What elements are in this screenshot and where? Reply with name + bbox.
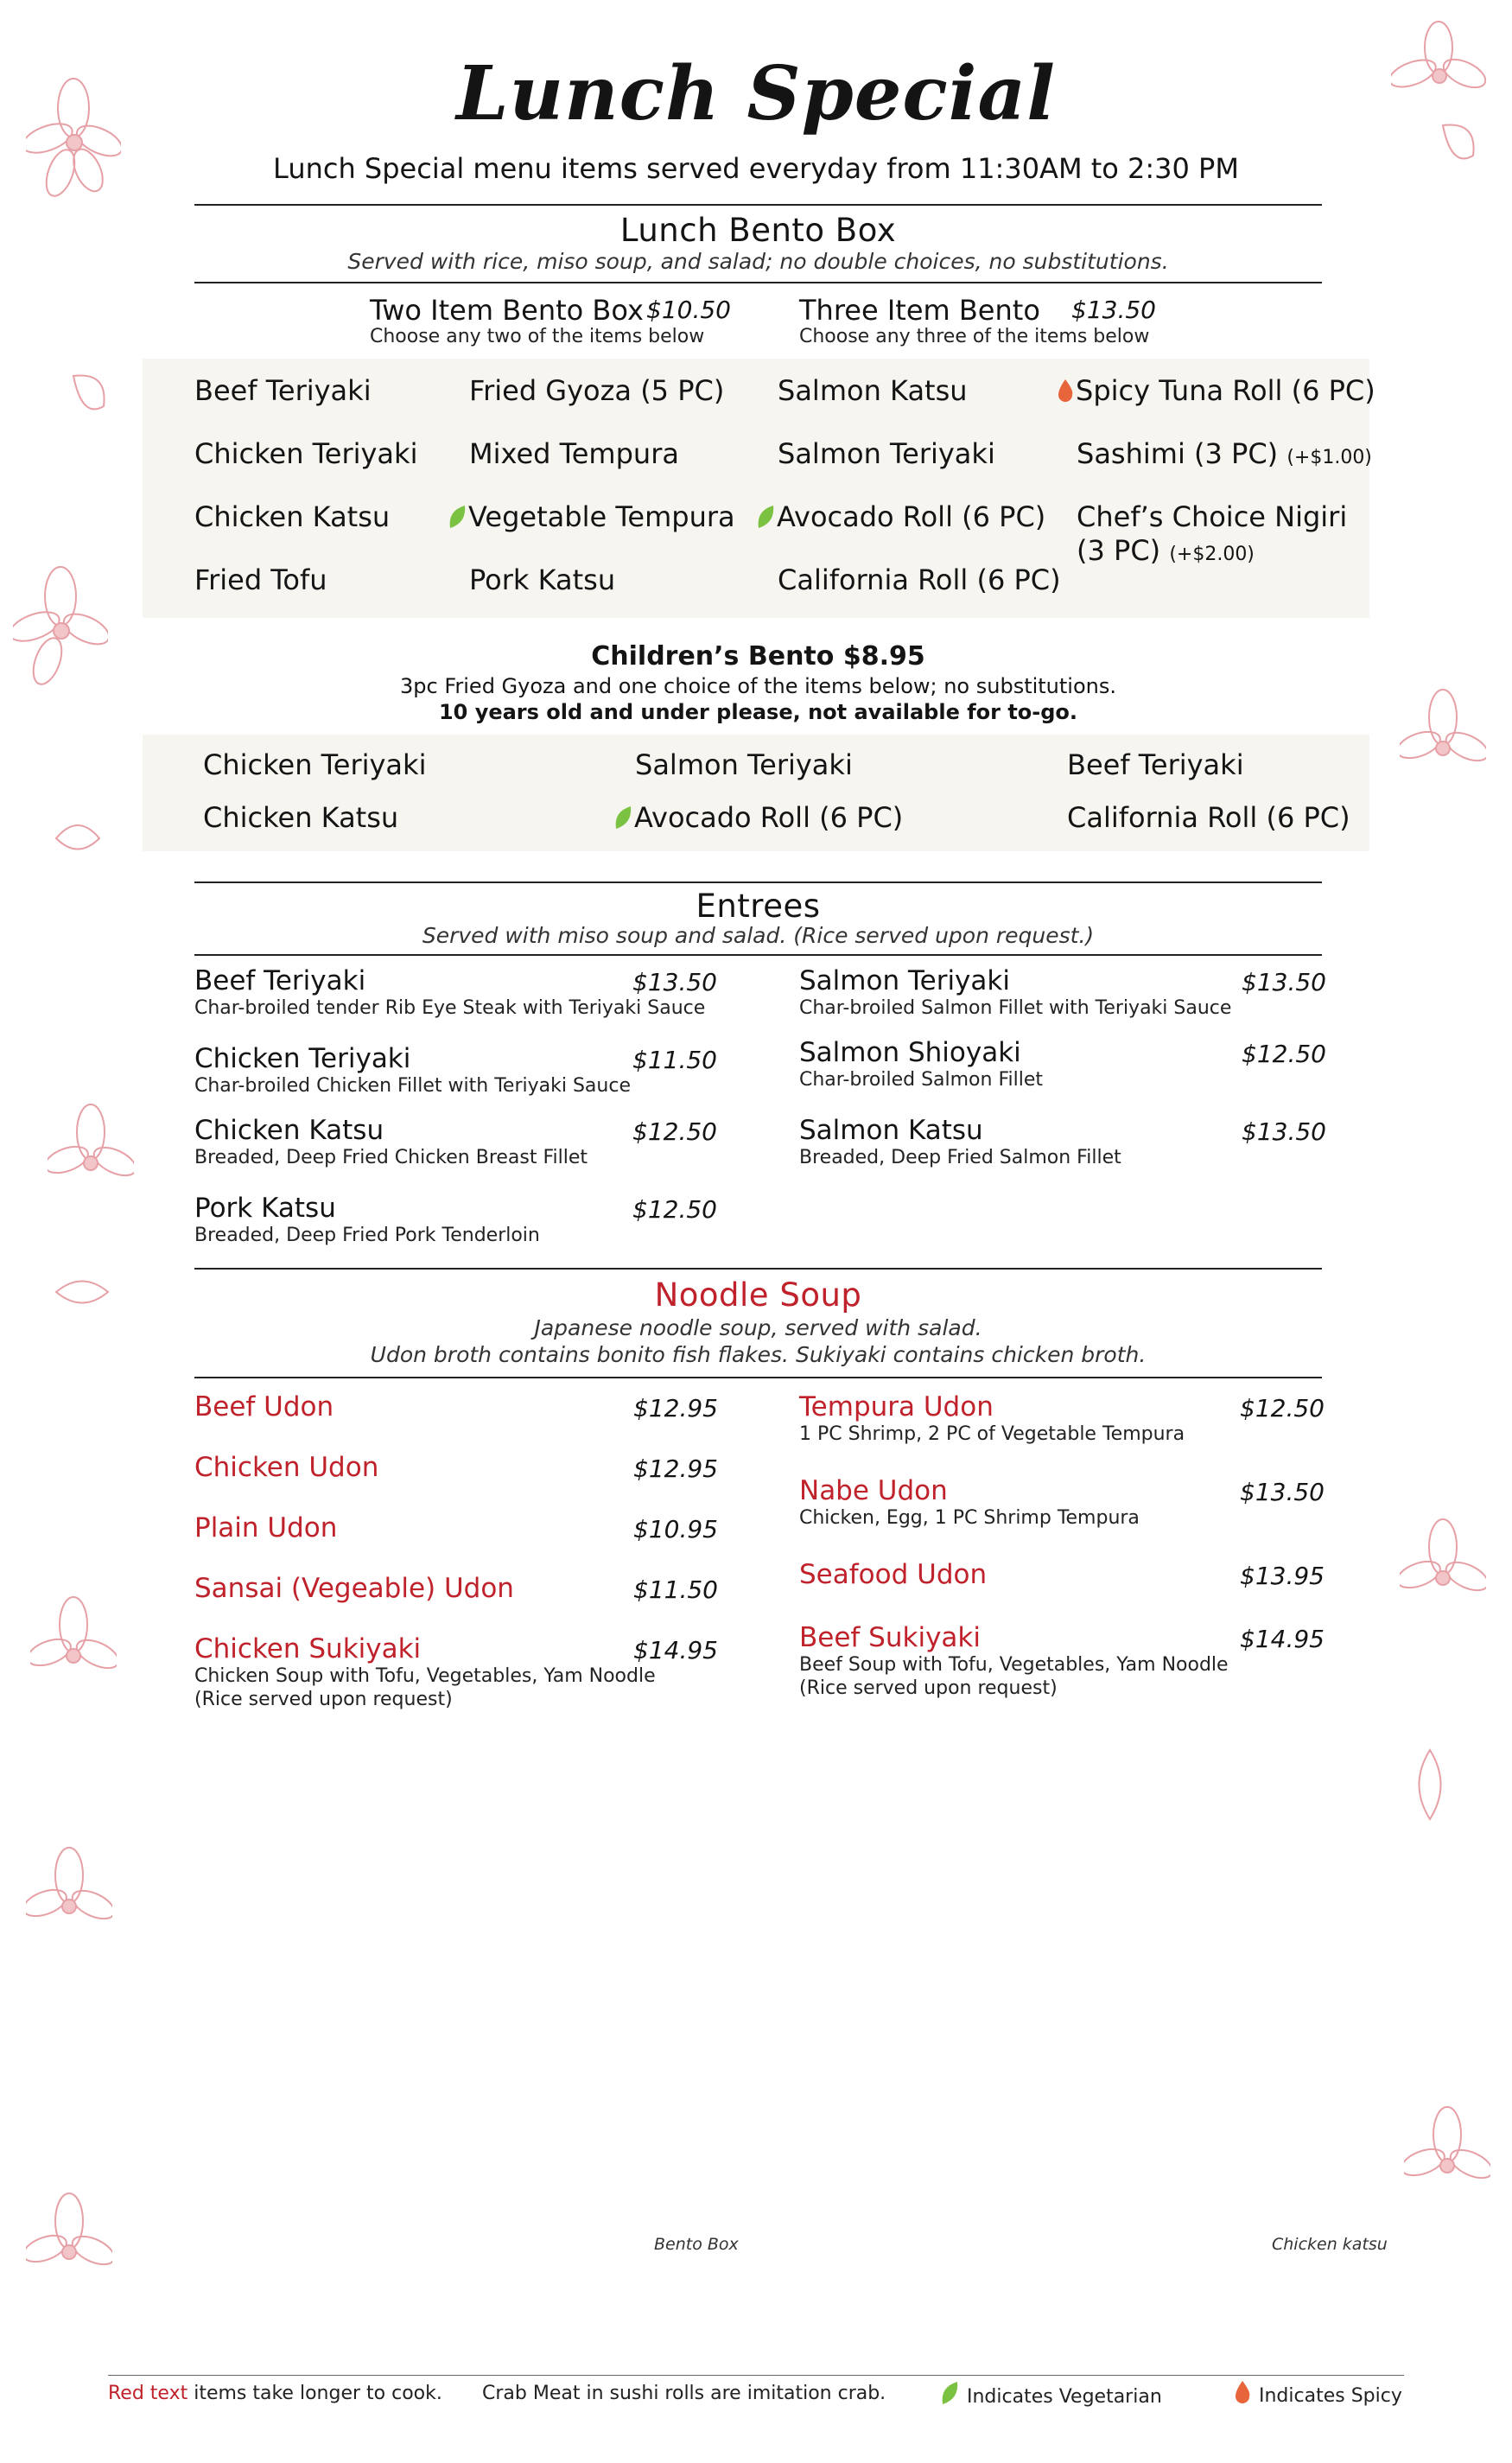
children-item: Beef Teriyaki	[1067, 748, 1244, 781]
entree-desc: Breaded, Deep Fried Pork Tenderloin	[194, 1225, 540, 1246]
children-item: Salmon Teriyaki	[635, 748, 853, 781]
entree-price: $12.50	[632, 1195, 717, 1224]
noodle-price: $11.50	[633, 1575, 718, 1604]
noodle-price: $12.95	[633, 1454, 718, 1483]
children-bento-line1: 3pc Fried Gyoza and one choice of the items below; no substitutions.	[400, 674, 1116, 698]
entree-desc: Char-broiled Salmon Fillet	[799, 1069, 1044, 1091]
caption-bento-box: Bento Box	[654, 2235, 739, 2254]
petal-icon	[52, 1270, 112, 1314]
page-title: Lunch Special	[456, 50, 1056, 137]
entree-price: $12.50	[632, 1117, 717, 1146]
bento-item-vegetarian: Avocado Roll (6 PC)	[756, 500, 1045, 533]
footer-divider	[108, 2375, 1404, 2376]
noodle-price: $14.95	[1240, 1625, 1325, 1653]
noodle-price: $14.95	[633, 1636, 718, 1664]
bento-item: Mixed Tempura	[469, 437, 679, 470]
noodle-name: Tempura Udon	[799, 1391, 994, 1422]
bento-item: Chicken Teriyaki	[194, 437, 418, 470]
bento-item: Salmon Katsu	[778, 374, 968, 407]
upcharge: (+$1.00)	[1286, 447, 1372, 468]
leaf-icon	[756, 504, 775, 530]
entree-desc: Char-broiled Salmon Fillet with Teriyaki Sauce	[799, 997, 1232, 1019]
three-item-bento-name: Three Item Bento	[799, 294, 1040, 327]
footer-red-note: Red text items take longer to cook.	[108, 2383, 442, 2404]
bento-item: Fried Tofu	[194, 563, 327, 596]
orchid-icon	[1400, 1512, 1486, 1633]
bento-item: California Roll (6 PC)	[778, 563, 1061, 596]
noodle-subtitle-1: Japanese noodle soup, served with salad.	[534, 1315, 982, 1340]
orchid-icon	[30, 1590, 117, 1711]
hours-text: Lunch Special menu items served everyday from 11:30AM to 2:30 PM	[273, 152, 1239, 185]
bento-item-vegetarian: Vegetable Tempura	[448, 500, 735, 533]
orchid-icon	[26, 1841, 112, 1962]
entree-price: $13.50	[632, 968, 717, 996]
bento-item-spicy: Spicy Tuna Roll (6 PC)	[1057, 374, 1375, 407]
noodle-desc: 1 PC Shrimp, 2 PC of Vegetable Tempura	[799, 1423, 1185, 1445]
bento-item: Chef’s Choice Nigiri	[1077, 500, 1348, 533]
children-item: Chicken Teriyaki	[203, 748, 427, 781]
bento-subtitle: Served with rice, miso soup, and salad; no double choices, no substitutions.	[347, 249, 1169, 274]
noodle-price: $12.95	[633, 1394, 718, 1422]
entree-name: Salmon Teriyaki	[799, 965, 1010, 996]
petal-icon	[1404, 1746, 1456, 1823]
entree-desc: Breaded, Deep Fried Salmon Fillet	[799, 1147, 1121, 1168]
divider	[194, 881, 1322, 883]
noodle-name: Beef Udon	[194, 1391, 334, 1422]
orchid-icon	[1400, 683, 1486, 804]
two-item-bento-name: Two Item Bento Box	[370, 294, 644, 327]
footer-crab-note: Crab Meat in sushi rolls are imitation crab.	[482, 2383, 886, 2404]
footer-spicy-legend: Indicates Spicy	[1234, 2380, 1402, 2407]
entree-name: Salmon Katsu	[799, 1115, 983, 1146]
children-item: California Roll (6 PC)	[1067, 801, 1350, 834]
entree-price: $13.50	[1242, 968, 1326, 996]
two-item-bento-price: $10.50	[646, 296, 731, 324]
bento-item: Pork Katsu	[469, 563, 616, 596]
flame-icon	[1057, 379, 1074, 403]
noodle-name: Sansai (Vegeable) Udon	[194, 1573, 514, 1604]
noodle-name: Seafood Udon	[799, 1559, 988, 1590]
children-bento-line2: 10 years old and under please, not available for to-go.	[438, 700, 1078, 724]
noodle-name: Beef Sukiyaki	[799, 1622, 981, 1653]
noodle-name: Chicken Udon	[194, 1452, 379, 1483]
entree-name: Chicken Katsu	[194, 1115, 384, 1146]
bento-item: Beef Teriyaki	[194, 374, 372, 407]
noodle-title: Noodle Soup	[654, 1276, 862, 1314]
noodle-desc: (Rice served upon request)	[194, 1689, 453, 1710]
entree-desc: Char-broiled Chicken Fillet with Teriyaki Sauce	[194, 1075, 631, 1097]
noodle-price: $12.50	[1240, 1394, 1325, 1422]
divider	[194, 954, 1322, 956]
entree-price: $11.50	[632, 1046, 717, 1074]
noodle-price: $10.95	[633, 1515, 718, 1543]
orchid-icon	[1404, 2100, 1490, 2221]
entree-price: $13.50	[1242, 1117, 1326, 1146]
orchid-icon	[13, 562, 108, 691]
children-item: Chicken Katsu	[203, 801, 399, 834]
bento-item: Chicken Katsu	[194, 500, 391, 533]
orchid-icon	[48, 1098, 134, 1219]
two-item-bento-note: Choose any two of the items below	[370, 326, 705, 347]
bento-item-qty: (3 PC) (+$2.00)	[1077, 534, 1255, 567]
noodle-desc: Chicken Soup with Tofu, Vegetables, Yam Noodle	[194, 1665, 656, 1687]
leaf-icon	[613, 805, 632, 831]
entrees-subtitle: Served with miso soup and salad. (Rice served upon request.)	[422, 923, 1095, 948]
divider	[194, 1377, 1322, 1378]
entree-name: Pork Katsu	[194, 1193, 336, 1224]
noodle-name: Chicken Sukiyaki	[194, 1633, 422, 1664]
bento-item: Fried Gyoza (5 PC)	[469, 374, 725, 407]
children-item-vegetarian: Avocado Roll (6 PC)	[613, 801, 903, 834]
bento-item: Sashimi (3 PC) (+$1.00)	[1077, 437, 1372, 470]
flame-icon	[1234, 2380, 1251, 2404]
entree-desc: Char-broiled tender Rib Eye Steak with Teriyaki Sauce	[194, 997, 706, 1019]
noodle-name: Plain Udon	[194, 1512, 338, 1543]
divider	[194, 204, 1322, 206]
divider	[194, 1268, 1322, 1270]
bento-item: Salmon Teriyaki	[778, 437, 995, 470]
footer-veg-legend: Indicates Vegetarian	[940, 2380, 1162, 2408]
entree-name: Chicken Teriyaki	[194, 1043, 411, 1074]
noodle-desc: Beef Soup with Tofu, Vegetables, Yam Noodle	[799, 1654, 1229, 1676]
bento-title: Lunch Bento Box	[619, 212, 897, 249]
leaf-icon	[940, 2380, 959, 2406]
children-bento-title: Children’s Bento $8.95	[591, 641, 925, 671]
divider	[194, 282, 1322, 283]
orchid-icon	[26, 2186, 112, 2307]
entree-price: $12.50	[1242, 1040, 1326, 1068]
noodle-desc: Chicken, Egg, 1 PC Shrimp Tempura	[799, 1507, 1140, 1529]
leaf-icon	[448, 504, 467, 530]
three-item-bento-note: Choose any three of the items below	[799, 326, 1150, 347]
entrees-title: Entrees	[696, 888, 821, 925]
noodle-subtitle-2: Udon broth contains bonito fish flakes. Sukiyaki contains chicken broth.	[370, 1342, 1147, 1367]
noodle-price: $13.50	[1240, 1478, 1325, 1506]
entree-name: Beef Teriyaki	[194, 965, 366, 996]
upcharge: (+$2.00)	[1169, 544, 1255, 565]
three-item-bento-price: $13.50	[1071, 296, 1156, 324]
noodle-name: Nabe Udon	[799, 1475, 948, 1506]
noodle-desc: (Rice served upon request)	[799, 1677, 1058, 1699]
noodle-price: $13.95	[1240, 1562, 1325, 1590]
entree-desc: Breaded, Deep Fried Chicken Breast Fillet	[194, 1147, 588, 1168]
entree-name: Salmon Shioyaki	[799, 1037, 1021, 1068]
petal-icon	[52, 812, 104, 864]
caption-chicken-katsu: Chicken katsu	[1272, 2235, 1388, 2254]
petal-icon	[65, 367, 117, 428]
